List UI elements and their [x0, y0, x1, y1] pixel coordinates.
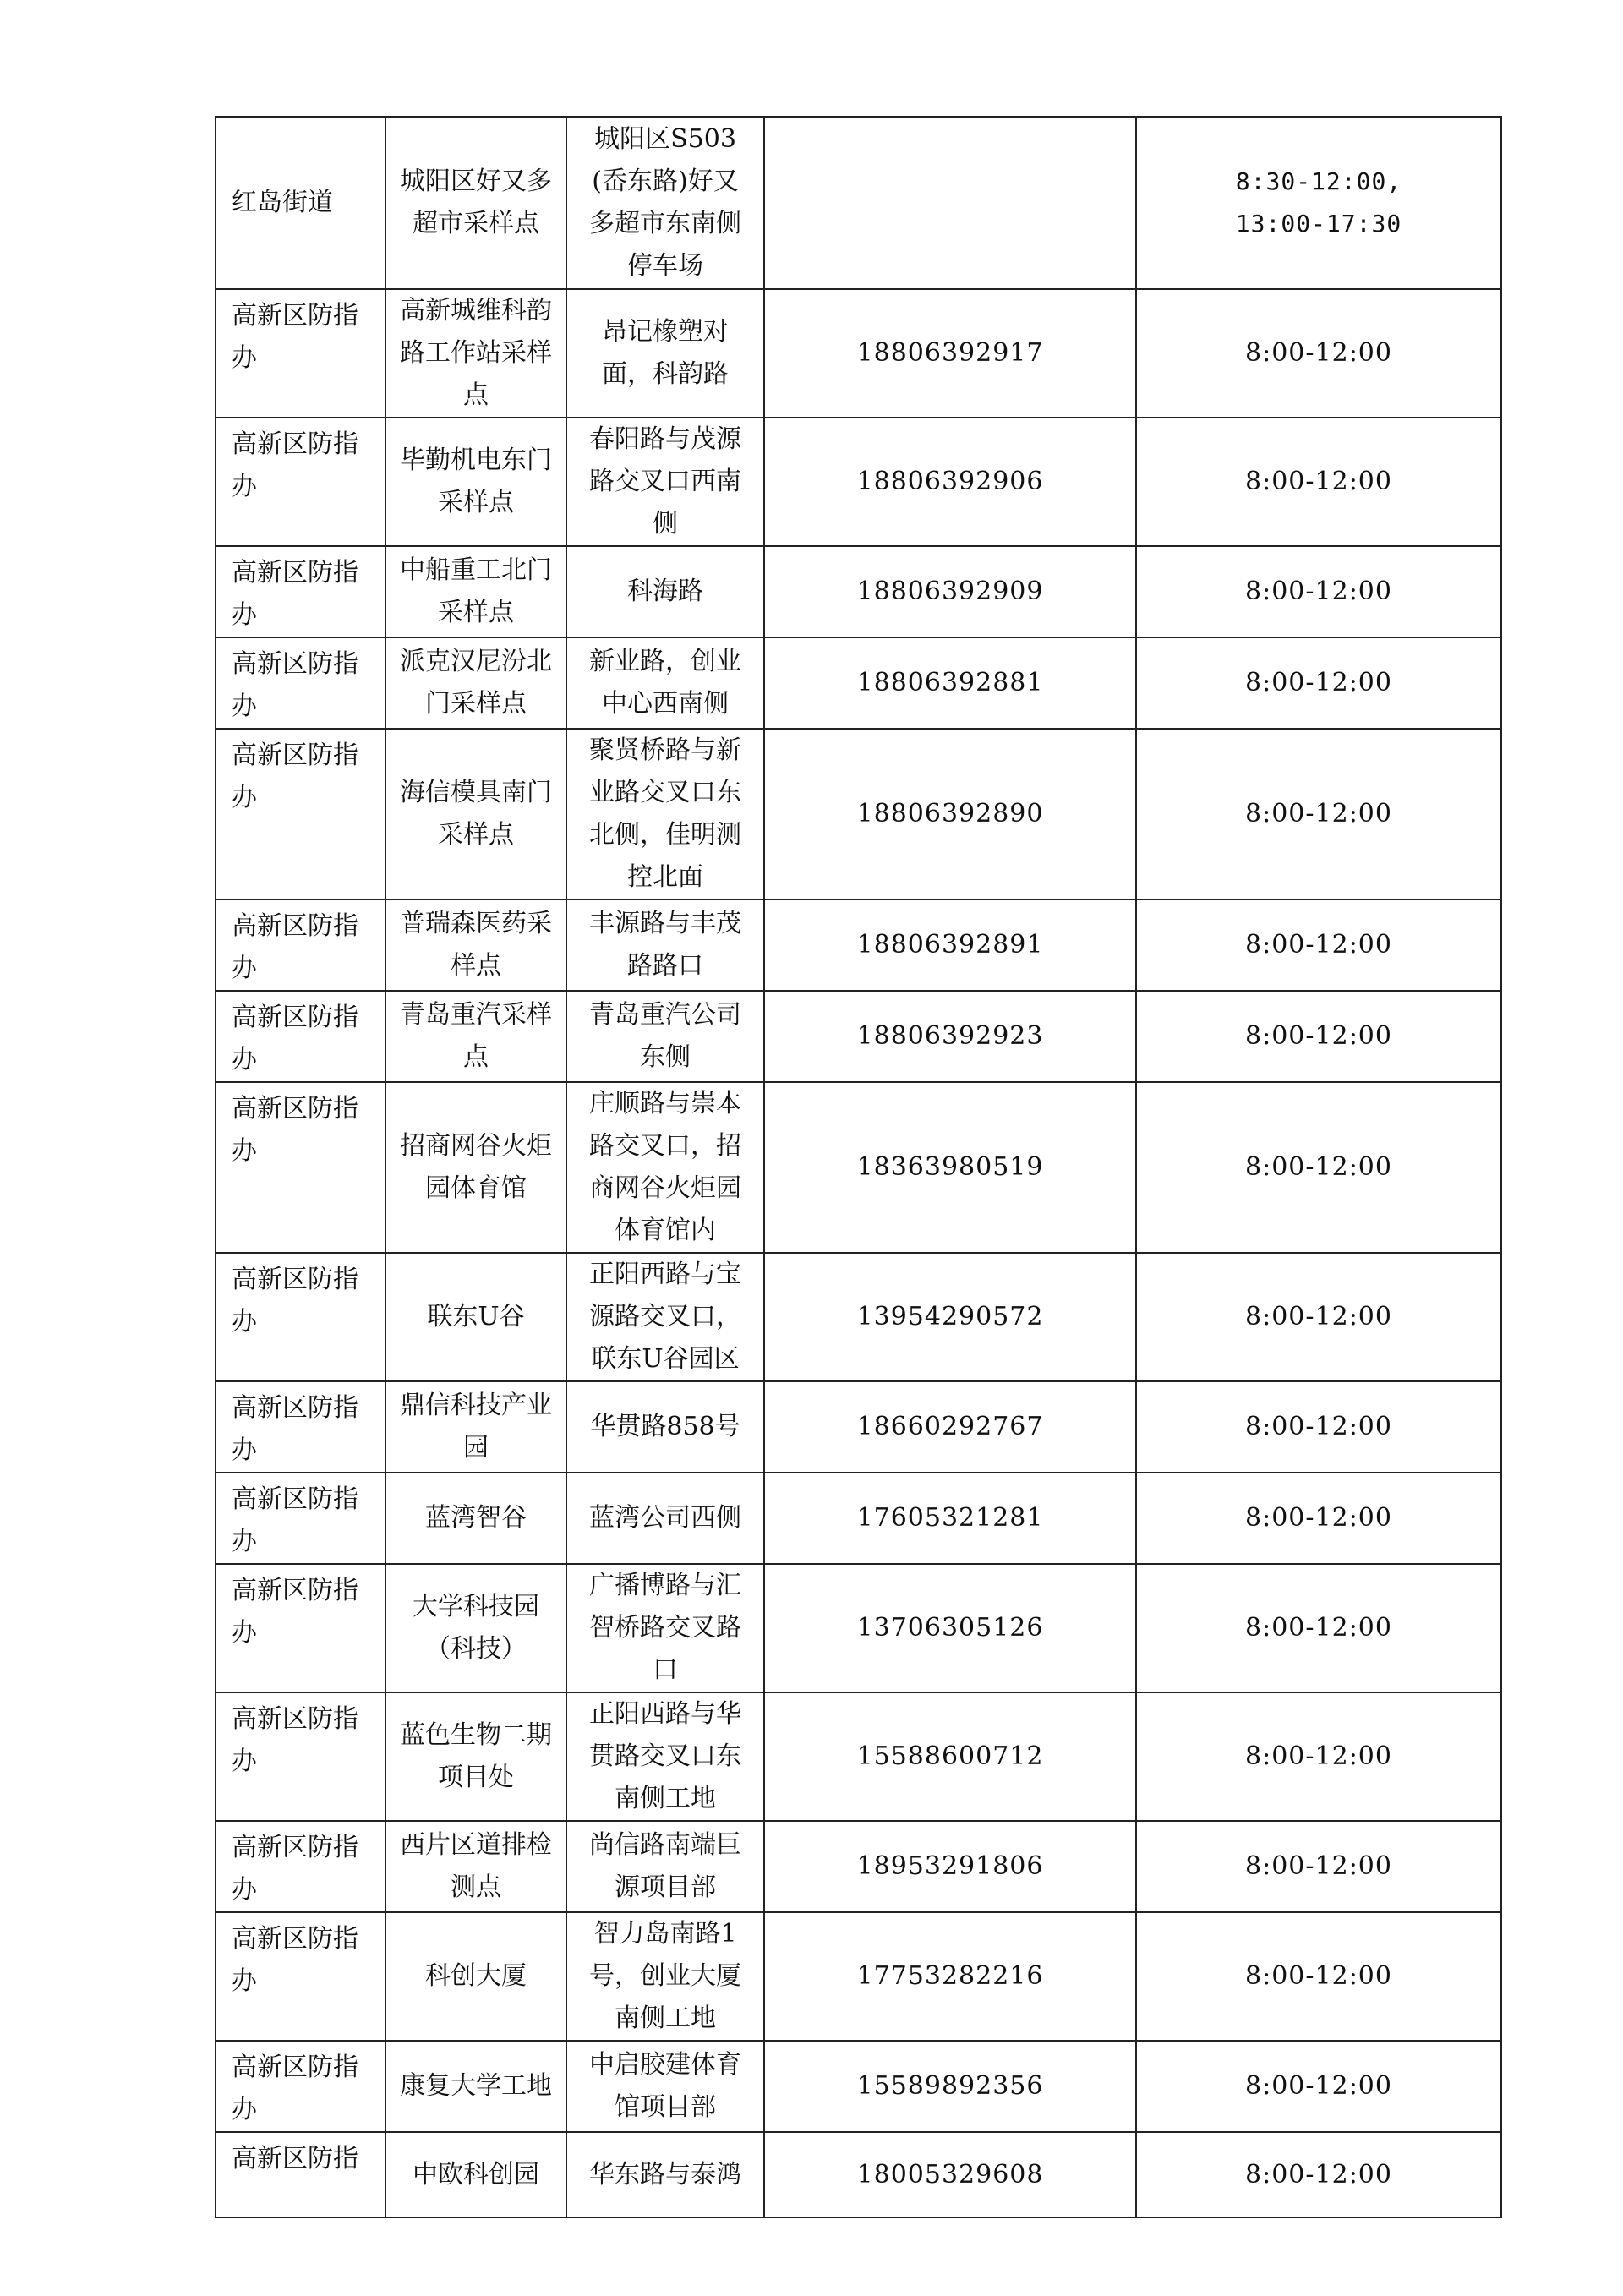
hours-line: 8:00-12:00 — [1245, 467, 1392, 496]
unit-cell: 高新区防指办 — [216, 418, 385, 546]
table-row — [216, 289, 1501, 418]
table-row — [216, 2132, 1501, 2217]
site-cell: 城阳区好又多超市采样点 — [385, 117, 566, 289]
phone-cell: 17753282216 — [764, 1912, 1136, 2041]
hours-line: 8:00-12:00 — [1245, 1021, 1392, 1051]
phone-cell: 15589892356 — [764, 2041, 1136, 2132]
address-cell: 城阳区S503(岙东路)好又多超市东南侧停车场 — [566, 117, 764, 289]
hours-cell — [1136, 1821, 1501, 1912]
unit-cell: 高新区防指办 — [216, 1821, 385, 1912]
site-cell: 康复大学工地 — [385, 2041, 566, 2132]
unit-cell: 高新区防指办 — [216, 1564, 385, 1692]
address-cell: 新业路，创业中心西南侧 — [566, 637, 764, 729]
hours-line: 8:00-12:00 — [1245, 1961, 1392, 1991]
hours-cell — [1136, 899, 1501, 991]
address-cell: 春阳路与茂源路交叉口西南侧 — [566, 418, 764, 546]
sampling-sites-table — [215, 116, 1502, 2218]
address-cell: 庄顺路与崇本路交叉口，招商网谷火炬园体育馆内 — [566, 1082, 764, 1253]
hours-cell — [1136, 1253, 1501, 1381]
phone-cell: 18806392906 — [764, 418, 1136, 546]
site-cell: 蓝湾智谷 — [385, 1473, 566, 1564]
site-cell: 海信模具南门采样点 — [385, 729, 566, 899]
unit-cell: 高新区防指办 — [216, 899, 385, 991]
unit-cell: 高新区防指 — [216, 2132, 385, 2217]
unit-cell: 高新区防指办 — [216, 1082, 385, 1253]
address-cell: 丰源路与丰茂路路口 — [566, 899, 764, 991]
table-row — [216, 1473, 1501, 1564]
site-cell: 中船重工北门采样点 — [385, 546, 566, 637]
address-cell: 蓝湾公司西侧 — [566, 1473, 764, 1564]
unit-cell: 高新区防指办 — [216, 991, 385, 1082]
hours-cell — [1136, 1381, 1501, 1473]
hours-line: 8:00-12:00 — [1245, 577, 1392, 606]
hours-cell — [1136, 1692, 1501, 1821]
hours-line: 8:00-12:00 — [1245, 1152, 1392, 1182]
hours-line: 8:00-12:00 — [1245, 930, 1392, 959]
table-row — [216, 117, 1501, 289]
address-cell: 正阳西路与宝源路交叉口，联东U谷园区 — [566, 1253, 764, 1381]
address-cell: 华贯路858号 — [566, 1381, 764, 1473]
address-cell: 昂记橡塑对面，科韵路 — [566, 289, 764, 418]
unit-cell: 高新区防指办 — [216, 637, 385, 729]
address-cell: 广播博路与汇智桥路交叉路口 — [566, 1564, 764, 1692]
site-cell: 毕勤机电东门采样点 — [385, 418, 566, 546]
table-row — [216, 991, 1501, 1082]
phone-cell: 18660292767 — [764, 1381, 1136, 1473]
phone-cell: 18005329608 — [764, 2132, 1136, 2217]
site-cell: 派克汉尼汾北门采样点 — [385, 637, 566, 729]
hours-cell — [1136, 729, 1501, 899]
site-cell: 鼎信科技产业园 — [385, 1381, 566, 1473]
site-cell: 西片区道排检测点 — [385, 1821, 566, 1912]
table-row — [216, 637, 1501, 729]
phone-cell: 18806392917 — [764, 289, 1136, 418]
table-row — [216, 1253, 1501, 1381]
unit-cell: 高新区防指办 — [216, 2041, 385, 2132]
hours-cell — [1136, 991, 1501, 1082]
hours-line: 8:00-12:00 — [1245, 668, 1392, 697]
hours-line: 8:00-12:00 — [1245, 1741, 1392, 1771]
table-body — [216, 117, 1501, 2217]
site-cell: 招商网谷火炬园体育馆 — [385, 1082, 566, 1253]
unit-cell: 高新区防指办 — [216, 1253, 385, 1381]
hours-cell — [1136, 637, 1501, 729]
site-cell: 蓝色生物二期项目处 — [385, 1692, 566, 1821]
table-row — [216, 1821, 1501, 1912]
table-row — [216, 546, 1501, 637]
hours-line: 8:00-12:00 — [1245, 1412, 1392, 1441]
hours-line: 8:00-12:00 — [1245, 2071, 1392, 2101]
phone-cell — [764, 117, 1136, 289]
hours-line: 8:30-12:00, — [1235, 167, 1402, 195]
address-cell: 科海路 — [566, 546, 764, 637]
unit-cell: 高新区防指办 — [216, 729, 385, 899]
address-cell: 尚信路南端巨源项目部 — [566, 1821, 764, 1912]
hours-line: 8:00-12:00 — [1245, 1851, 1392, 1881]
phone-cell: 13706305126 — [764, 1564, 1136, 1692]
hours-cell — [1136, 2041, 1501, 2132]
hours-line: 8:00-12:00 — [1245, 1302, 1392, 1331]
unit-cell: 高新区防指办 — [216, 289, 385, 418]
hours-line: 8:00-12:00 — [1245, 799, 1392, 828]
phone-cell: 13954290572 — [764, 1253, 1136, 1381]
table-row — [216, 418, 1501, 546]
hours-cell — [1136, 2132, 1501, 2217]
unit-cell: 高新区防指办 — [216, 1473, 385, 1564]
table-row — [216, 1692, 1501, 1821]
phone-cell: 18806392890 — [764, 729, 1136, 899]
address-cell: 青岛重汽公司东侧 — [566, 991, 764, 1082]
address-cell: 智力岛南路1号，创业大厦南侧工地 — [566, 1912, 764, 2041]
site-cell: 青岛重汽采样点 — [385, 991, 566, 1082]
hours-cell — [1136, 289, 1501, 418]
phone-cell: 18806392891 — [764, 899, 1136, 991]
hours-cell — [1136, 117, 1501, 289]
unit-cell: 高新区防指办 — [216, 546, 385, 637]
table-row — [216, 899, 1501, 991]
hours-line: 8:00-12:00 — [1245, 1613, 1392, 1643]
site-cell: 大学科技园（科技） — [385, 1564, 566, 1692]
hours-line: 8:00-12:00 — [1245, 2159, 1392, 2189]
hours-cell — [1136, 546, 1501, 637]
hours-cell — [1136, 1912, 1501, 2041]
hours-cell — [1136, 1082, 1501, 1253]
address-cell: 中启胶建体育馆项目部 — [566, 2041, 764, 2132]
table-row — [216, 1564, 1501, 1692]
unit-cell: 高新区防指办 — [216, 1912, 385, 2041]
hours-line: 8:00-12:00 — [1245, 1503, 1392, 1533]
table-row — [216, 1381, 1501, 1473]
hours-cell — [1136, 1473, 1501, 1564]
phone-cell: 18806392909 — [764, 546, 1136, 637]
hours-line: 8:00-12:00 — [1245, 338, 1392, 368]
phone-cell: 18363980519 — [764, 1082, 1136, 1253]
table-row — [216, 2041, 1501, 2132]
address-cell: 正阳西路与华贯路交叉口东南侧工地 — [566, 1692, 764, 1821]
hours-cell — [1136, 418, 1501, 546]
hours-line: 13:00-17:30 — [1235, 210, 1402, 238]
unit-cell: 高新区防指办 — [216, 1692, 385, 1821]
address-cell: 华东路与泰鸿 — [566, 2132, 764, 2217]
site-cell: 联东U谷 — [385, 1253, 566, 1381]
site-cell: 高新城维科韵路工作站采样点 — [385, 289, 566, 418]
phone-cell: 18806392923 — [764, 991, 1136, 1082]
phone-cell: 17605321281 — [764, 1473, 1136, 1564]
site-cell: 科创大厦 — [385, 1912, 566, 2041]
table-row — [216, 729, 1501, 899]
hours-cell — [1136, 1564, 1501, 1692]
site-cell: 中欧科创园 — [385, 2132, 566, 2217]
phone-cell: 15588600712 — [764, 1692, 1136, 1821]
site-cell: 普瑞森医药采样点 — [385, 899, 566, 991]
phone-cell: 18806392881 — [764, 637, 1136, 729]
unit-cell: 高新区防指办 — [216, 1381, 385, 1473]
address-cell: 聚贤桥路与新业路交叉口东北侧，佳明测控北面 — [566, 729, 764, 899]
table-row — [216, 1082, 1501, 1253]
phone-cell: 18953291806 — [764, 1821, 1136, 1912]
unit-cell: 红岛街道 — [216, 117, 385, 289]
table-row — [216, 1912, 1501, 2041]
